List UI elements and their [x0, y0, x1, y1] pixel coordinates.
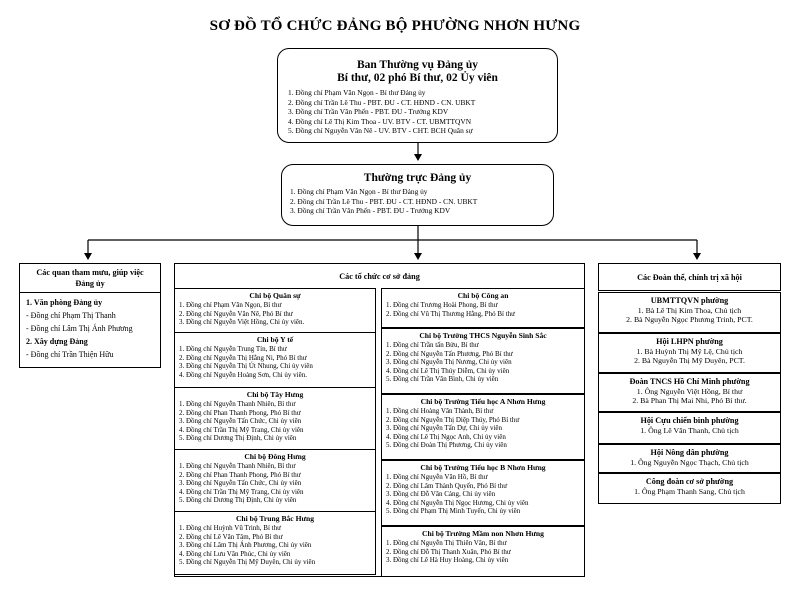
advisory-body-box	[19, 292, 161, 368]
party-cell-left-member: 3. Đồng chí Nguyễn Tấn Chức, Chi ủy viên	[179, 479, 302, 488]
mass-org	[598, 373, 781, 412]
mass-org-member: 1. Ông Phạm Thanh Sang, Chủ tịch	[634, 487, 745, 496]
standing-committee-box	[277, 48, 558, 143]
party-cell-left	[174, 387, 376, 450]
advisory-member: - Đồng chí Trần Thiện Hữu	[26, 350, 114, 359]
party-cell-left-member: 4. Đồng chí Lưu Văn Phúc, Chi ủy viên	[179, 549, 291, 558]
advisory-section-party: 2. Xây dựng Đảng	[26, 337, 88, 346]
party-cell-right-member: 2. Đồng chí Nguyễn Thị Diệp Thúy, Phó Bí thư	[386, 415, 520, 424]
party-cell-right-member: 4. Đồng chí Lê Thị Thúy Diễm, Chi ủy viên	[386, 366, 510, 375]
mass-org-title: Công đoàn cơ sở phường	[645, 477, 734, 486]
party-cell-right-member: 3. Đồng chí Lê Hà Huy Hoàng, Chi ủy viên	[386, 556, 509, 565]
party-cell-left-member: 3. Đồng chí Nguyễn Thị Út Nhung, Chi ủy viên	[179, 362, 313, 371]
party-cell-right-title: Chi bộ Trường Tiểu học A Nhơn Hưng	[420, 397, 546, 406]
party-cell-right	[381, 328, 585, 394]
mass-org	[598, 333, 781, 373]
permanent-title: Thường trực Đảng ủy	[363, 172, 472, 184]
mass-org-member: 2. Bà Nguyễn Thị Mỹ Duyên, PCT.	[634, 356, 745, 366]
party-cell-left-title: Chi bộ Đông Hưng	[244, 452, 306, 461]
page-title: SƠ ĐỒ TỔ CHỨC ĐẢNG BỘ PHƯỜNG NHƠN HƯNG	[209, 18, 581, 34]
party-cell-right-member: 4. Đồng chí Nguyễn Thị Ngọc Hương, Chi ủy viên	[386, 498, 529, 507]
permanent-member: 3. Đồng chí Trần Văn Phến - PBT. ĐU - Trưởng KDV	[290, 206, 451, 216]
base-orgs-title: Các tổ chức cơ sở đảng	[339, 272, 420, 281]
mass-org	[598, 292, 781, 333]
party-cell-right-member: 3. Đồng chí Đỗ Văn Cảng, Chi ủy viên	[386, 490, 496, 499]
party-cell-left-member: 3. Đồng chí Lâm Thị Ánh Phương, Chi ủy viên	[179, 541, 312, 550]
party-cell-left-member: 5. Đồng chí Dương Thị Định, Chi ủy viên	[179, 496, 297, 505]
party-cell-left-member: 2. Đồng chí Lê Văn Tâm, Phó Bí thư	[179, 532, 283, 541]
mass-org-title: Hội Cựu chiến binh phường	[640, 416, 739, 425]
party-cell-left	[174, 332, 376, 388]
mass-org-title: Đoàn TNCS Hồ Chí Minh phường	[629, 377, 750, 386]
mass-org-title: UBMTTQVN phường	[650, 296, 729, 305]
party-cell-left-member: 1. Đồng chí Huỳnh Vũ Trinh, Bí thư	[179, 524, 281, 532]
party-cell-left-title: Chi bộ Quân sự	[249, 291, 301, 300]
party-cell-left-member: 5. Đồng chí Dương Thị Định, Chi ủy viên	[179, 434, 297, 443]
party-cell-right-member: 5. Đồng chí Đoàn Thị Phương, Chi ủy viên	[386, 441, 507, 450]
party-cell-right-member: 1. Đồng chí Hoàng Văn Thành, Bí thư	[386, 407, 494, 415]
party-cell-left-member: 2. Đồng chí Nguyễn Thị Hằng Ni, Phó Bí thư	[179, 353, 307, 362]
party-cell-right-member: 1. Đồng chí Trương Hoài Phong, Bí thư	[386, 301, 498, 309]
mass-org-title: Hội Nông dân phường	[650, 448, 729, 457]
party-cell-left-member: 4. Đồng chí Trần Thị Mỹ Trang, Chi ủy viên	[179, 425, 304, 434]
party-cell-right-member: 2. Đồng chí Vũ Thị Thương Hằng, Phó Bí thư	[386, 309, 515, 318]
party-cell-left-member: 2. Đồng chí Nguyễn Văn Nê, Phó Bí thư	[179, 309, 293, 318]
party-cell-right-member: 2. Đồng chí Lâm Thành Quyến, Phó Bí thư	[386, 481, 508, 490]
mass-orgs-header-box	[598, 263, 781, 291]
mass-org-member: 1. Bà Huỳnh Thị Mỹ Lệ, Chủ tịch	[636, 347, 743, 356]
mass-orgs-title: Các Đoàn thể, chính trị xã hội	[637, 273, 742, 282]
party-cell-right-title: Chi bộ Trường Tiểu học B Nhơn Hưng	[420, 463, 546, 472]
party-cell-left-member: 2. Đồng chí Phan Thanh Phong, Phó Bí thư	[179, 470, 301, 479]
party-cell-right-member: 3. Đồng chí Nguyễn Tấn Dự, Chi ủy viên	[386, 424, 503, 433]
party-cell-left	[174, 288, 376, 333]
permanent-box	[281, 164, 554, 226]
mass-org-member: 2. Bà Nguyễn Ngọc Phương Trinh, PCT.	[626, 315, 753, 325]
committee-member: 1. Đồng chí Phạm Văn Ngọn - Bí thư Đảng ủy	[288, 88, 426, 97]
party-cell-right-member: 4. Đồng chí Lê Thị Ngọc Anh, Chi ủy viên	[386, 432, 506, 441]
party-cell-right-member: 2. Đồng chí Nguyễn Tấn Phương, Phó Bí thư	[386, 349, 513, 358]
committee-member: 5. Đồng chí Nguyễn Văn Nê - UV. BTV - CHT. BCH Quân sự	[288, 126, 473, 136]
party-cell-right-title: Chi bộ Trường Mầm non Nhơn Hưng	[422, 529, 544, 538]
party-cell-left-member: 3. Đồng chí Nguyễn Việt Hồng, Chi ủy viên.	[179, 318, 305, 327]
party-cell-left-member: 5. Đồng chí Nguyễn Thị Mỹ Duyên, Chi ủy viên	[179, 558, 316, 567]
party-cell-right	[381, 526, 585, 577]
mass-org	[598, 412, 781, 444]
advisory-header-box	[19, 263, 161, 293]
permanent-member: 1. Đồng chí Phạm Văn Ngọn - Bí thư Đảng ủy	[290, 187, 428, 196]
party-cell-left-title: Chi bộ Tây Hưng	[246, 390, 304, 399]
party-cell-left-member: 4. Đồng chí Nguyễn Hoàng Sơn, Chi ủy viên.	[179, 370, 307, 379]
party-cell-right-title: Chi bộ Công an	[457, 291, 509, 300]
committee-member: 2. Đồng chí Trần Lê Thu - PBT. ĐU - CT. HĐND - CN. UBKT	[288, 97, 476, 107]
advisory-member: - Đồng chí Lâm Thị Ánh Phương	[26, 324, 133, 333]
party-cell-right	[381, 394, 585, 460]
party-cell-left	[174, 449, 376, 512]
advisory-title-2: Đảng ủy	[75, 279, 105, 288]
party-cell-right-member: 5. Đồng chí Phạm Thị Minh Tuyến, Chi ủy viên	[386, 507, 521, 516]
mass-org	[598, 473, 781, 504]
mass-org-member: 1. Ông Lê Văn Thanh, Chủ tịch	[640, 426, 739, 435]
mass-org-member: 1. Ông Nguyễn Ngọc Thạch, Chủ tịch	[630, 458, 749, 467]
party-cell-right	[381, 288, 585, 328]
party-cell-right-member: 1. Đồng chí Trần tấn Bửu, Bí thư	[386, 341, 479, 349]
mass-org-member: 2. Bà Phan Thị Mai Nhi, Phó Bí thư.	[632, 396, 747, 406]
party-cell-right-title: Chi bộ Trường THCS Nguyễn Sinh Sắc	[419, 331, 547, 340]
standing-committee-title: Ban Thường vụ Đảng ủy	[356, 59, 479, 71]
advisory-member: - Đồng chí Phạm Thị Thanh	[26, 311, 116, 320]
mass-org	[598, 444, 781, 473]
party-cell-left-member: 1. Đồng chí Nguyễn Trung Tín, Bí thư	[179, 345, 287, 353]
party-cell-left-member: 2. Đồng chí Phan Thanh Phong, Phó Bí thư	[179, 408, 301, 417]
party-cell-right-member: 5. Đồng chí Trần Văn Bình, Chi ủy viên	[386, 375, 499, 384]
party-cell-right-member: 2. Đồng chí Đỗ Thị Thanh Xuân, Phó Bí thư	[386, 547, 511, 556]
mass-org-title: Hội LHPN phường	[656, 337, 723, 346]
party-cell-right-member: 3. Đồng chí Nguyễn Thị Nương, Chi ủy viên	[386, 358, 512, 367]
party-cell-left-member: 1. Đồng chí Nguyễn Thanh Nhiên, Bí thư	[179, 400, 296, 408]
party-cell-right	[381, 460, 585, 526]
mass-org-member: 1. Ông Nguyễn Việt Hồng, Bí thư	[636, 387, 743, 396]
committee-member: 4. Đồng chí Lê Thị Kim Thoa - UV. BTV - CT. UBMTTQVN	[288, 116, 472, 126]
party-cell-left-member: 1. Đồng chí Phạm Văn Ngọn, Bí thư	[179, 301, 282, 309]
party-cell-left-title: Chi bộ Trung Bắc Hưng	[235, 514, 315, 523]
party-cell-left-member: 3. Đồng chí Nguyễn Tấn Chức, Chi ủy viên	[179, 417, 302, 426]
party-cell-left	[174, 511, 376, 575]
party-cell-left-member: 4. Đồng chí Trần Thị Mỹ Trang, Chi ủy viên	[179, 487, 304, 496]
advisory-title: Các quan tham mưu, giúp việc	[36, 268, 144, 277]
party-cell-right-member: 1. Đồng chí Nguyễn Văn Hồ, Bí thư	[386, 473, 488, 481]
party-cell-left-member: 1. Đồng chí Nguyễn Thanh Nhiên, Bí thư	[179, 462, 296, 470]
party-cell-left-title: Chi bộ Y tế	[256, 335, 294, 344]
mass-org-member: 1. Bà Lê Thị Kim Thoa, Chủ tịch	[637, 306, 742, 315]
advisory-section-office: 1. Văn phòng Đảng ủy	[26, 298, 103, 307]
standing-committee-subtitle: Bí thư, 02 phó Bí thư, 02 Ủy viên	[337, 72, 498, 84]
permanent-member: 2. Đồng chí Trần Lê Thu - PBT. ĐU - CT. HĐND - CN. UBKT	[290, 196, 478, 206]
committee-member: 3. Đồng chí Trần Văn Phến - PBT. ĐU - Trưởng KDV	[288, 107, 449, 117]
party-cell-right-member: 1. Đồng chí Nguyễn Thị Thiên Vân, Bí thư	[386, 539, 507, 547]
